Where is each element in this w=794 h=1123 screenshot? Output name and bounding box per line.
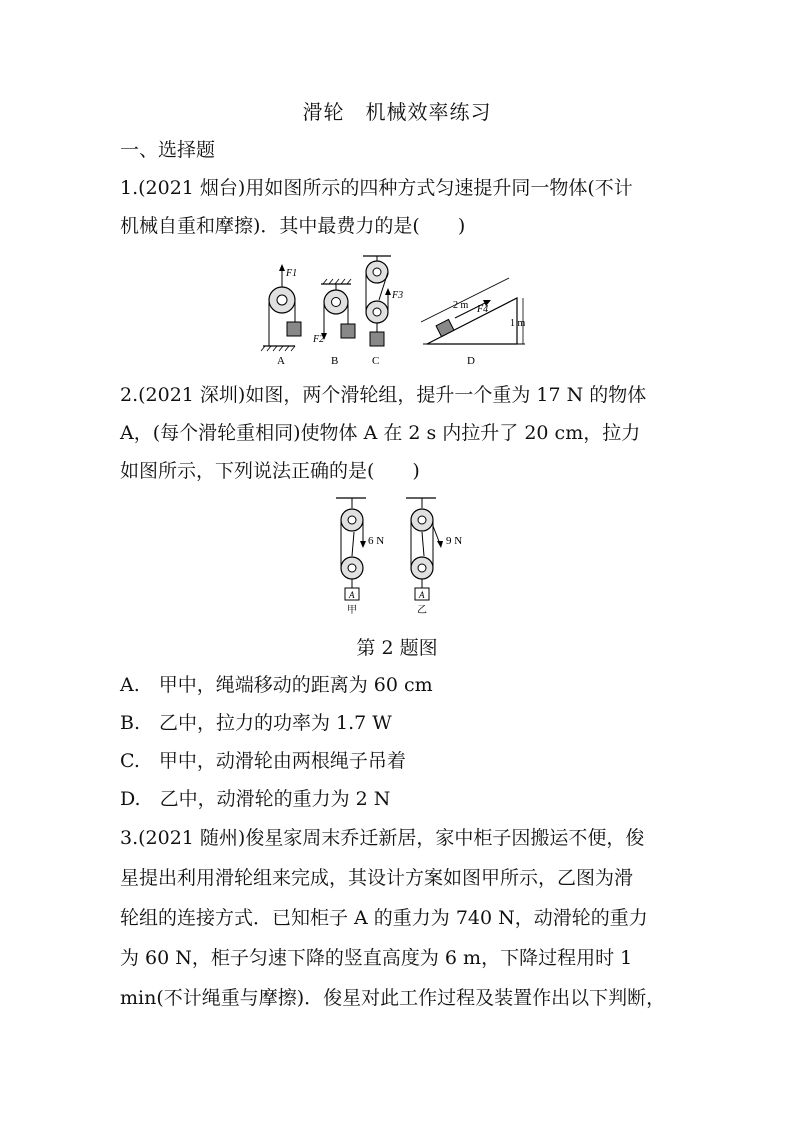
q2-option-c: C. 甲中，动滑轮由两根绳子吊着 (120, 750, 406, 772)
q2-line-1: 2.(2021 深圳)如图，两个滑轮组，提升一个重为 17 N 的物体 (120, 384, 647, 406)
q1-line-1: 1.(2021 烟台)用如图所示的四种方式匀速提升同一物体(不计 (120, 177, 633, 199)
fig-label-b: B (331, 355, 339, 367)
force-label-jia: 6 N (368, 535, 385, 547)
q1-line-2: 机械自重和摩擦)．其中最费力的是( ) (120, 215, 466, 237)
q3-line-4: 为 60 N，柜子匀速下降的竖直高度为 6 m，下降过程用时 1 (120, 947, 633, 969)
q3-line-3: 轮组的连接方式．已知柜子 A 的重力为 740 N，动滑轮的重力 (120, 907, 648, 929)
fig-label-jia: 甲 (347, 605, 357, 616)
fig-label-c: C (372, 355, 380, 367)
force-label-f1: F1 (286, 268, 298, 279)
force-label-f2: F2 (313, 334, 325, 345)
pulley-b-diagram (321, 279, 355, 340)
q1-figure (255, 252, 545, 372)
section-heading: 一、选择题 (120, 139, 216, 161)
q2-figure (330, 492, 470, 618)
q2-option-d: D. 乙中，动滑轮的重力为 2 N (120, 788, 391, 810)
fig-label-yi: 乙 (417, 605, 427, 616)
q2-option-a: A. 甲中，绳端移动的距离为 60 cm (120, 674, 433, 696)
force-label-f4: F4 (477, 304, 489, 315)
fig-label-a: A (277, 355, 285, 367)
q2-line-3: 如图所示，下列说法正确的是( ) (120, 460, 420, 482)
force-label-f3: F3 (392, 290, 404, 301)
pulley-group-jia (336, 498, 366, 600)
q2-option-b: B. 乙中，拉力的功率为 1.7 W (120, 712, 392, 734)
q3-line-5: min(不计绳重与摩擦)．俊星对此工作过程及装置作出以下判断， (120, 987, 666, 1009)
q3-line-2: 星提出利用滑轮组来完成，其设计方案如图甲所示，乙图为滑 (120, 867, 634, 889)
fig-label-d: D (467, 355, 475, 367)
q2-line-2: A，(每个滑轮重相同)使物体 A 在 2 s 内拉升了 20 cm，拉力 (120, 422, 641, 444)
pulley-group-yi (406, 498, 443, 600)
incline-height-label: 1 m (510, 318, 526, 329)
pulley-c-diagram (363, 256, 391, 346)
force-label-yi: 9 N (446, 535, 463, 547)
page-title: 滑轮 机械效率练习 (302, 100, 492, 124)
object-label-yi: A (419, 590, 425, 600)
q3-line-1: 3.(2021 随州)俊星家周末乔迁新居，家中柜子因搬运不便，俊 (120, 827, 645, 849)
q2-figure-caption: 第 2 题图 (356, 637, 438, 659)
incline-length-label: 2 m (453, 300, 469, 311)
object-label-jia: A (349, 590, 355, 600)
incline-d-diagram (421, 278, 525, 344)
